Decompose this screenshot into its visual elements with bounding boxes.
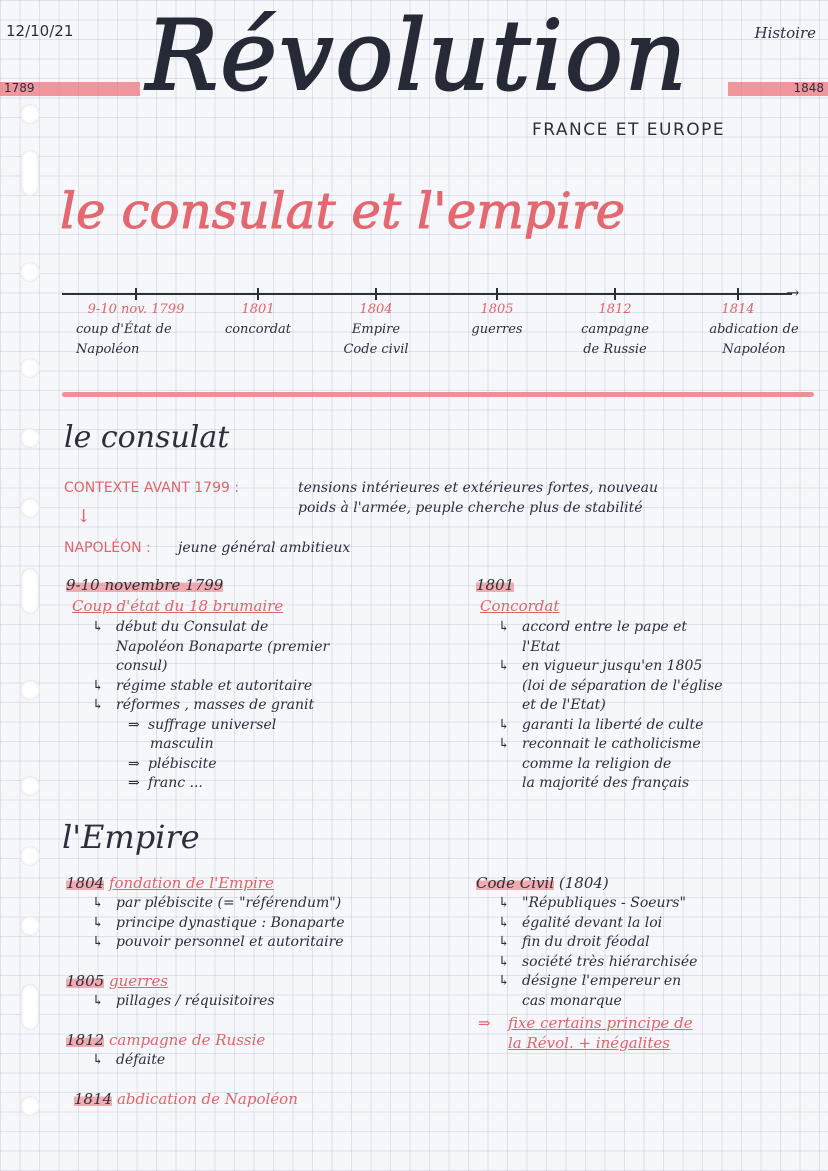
bullet-arrow-icon: ↳ — [498, 658, 510, 674]
timeline-label — [447, 320, 547, 340]
code-civil-title: Code Civil — [476, 874, 555, 892]
conclusion-text: la Révol. + inégalites — [508, 1034, 670, 1052]
bullet-arrow-icon: ↳ — [92, 697, 104, 713]
event-heading: abdication de Napoléon — [116, 1090, 298, 1108]
timeline-label-line: guerres — [471, 322, 523, 337]
binder-hole — [20, 262, 40, 282]
bullet-arrow-icon: ↳ — [498, 619, 510, 635]
implies-arrow-icon: ⇒ — [128, 755, 140, 772]
timeline-label — [76, 320, 206, 360]
list-item: ⇒ suffrage universel — [90, 716, 329, 736]
empire-event-list — [90, 1051, 165, 1071]
timeline-tick — [614, 288, 616, 300]
context-text: tensions intérieures et extérieures fortes, nouveau — [298, 480, 659, 496]
year-start-label: 1789 — [4, 81, 35, 95]
bullet-arrow-icon: ↳ — [498, 953, 510, 970]
context-label: CONTEXTE AVANT 1799 : — [64, 480, 240, 496]
timeline-label-line: de Russie — [583, 342, 647, 357]
timeline-arrow-icon: → — [786, 283, 800, 302]
timeline-label-line: Empire — [351, 322, 401, 337]
event-year: 1805 — [66, 972, 105, 990]
list-item: ↳ fin du droit féodal — [496, 933, 697, 953]
list-item: consul) — [116, 658, 168, 674]
empire-event-list — [90, 992, 275, 1012]
timeline-date: 1812 — [598, 302, 632, 317]
event-heading: guerres — [108, 972, 169, 990]
timeline-label — [690, 320, 818, 360]
code-civil-year: (1804) — [558, 874, 609, 892]
coup-list — [90, 618, 329, 794]
napoleon-text: jeune général ambitieux — [178, 540, 351, 556]
implies-arrow-icon: ⇒ — [478, 1014, 491, 1032]
bullet-arrow-icon: ↳ — [92, 895, 104, 911]
list-item: la majorité des français — [522, 775, 690, 791]
event-year: 1814 — [74, 1090, 113, 1108]
event-year: 1812 — [66, 1031, 105, 1049]
bullet-arrow-icon: ↳ — [498, 934, 510, 950]
binder-hole — [21, 568, 39, 614]
list-item: ↳ pillages / réquisitoires — [90, 992, 275, 1012]
timeline-tick — [375, 288, 377, 300]
page-date: 12/10/21 — [6, 22, 74, 40]
bullet-arrow-icon: ↳ — [92, 677, 104, 694]
chapter-title: le consulat et l'empire — [60, 182, 626, 240]
list-item: comme la religion de — [522, 755, 672, 772]
list-item: ↳ régime stable et autoritaire — [90, 677, 329, 697]
list-item: ↳ pouvoir personnel et autoritaire — [90, 933, 345, 953]
bullet-arrow-icon: ↳ — [498, 716, 510, 733]
timeline-label — [208, 320, 308, 340]
binder-hole — [20, 498, 40, 518]
list-item: l'Etat — [522, 638, 561, 655]
binder-hole — [20, 846, 40, 866]
list-item: ↳ principe dynastique : Bonaparte — [90, 914, 345, 934]
bullet-arrow-icon: ↳ — [92, 993, 104, 1009]
section-divider — [62, 392, 814, 397]
section-title-empire: l'Empire — [62, 818, 200, 856]
event-heading: fondation de l'Empire — [108, 874, 274, 892]
list-item: masculin — [150, 736, 214, 752]
list-item: ↳ égalité devant la loi — [496, 914, 697, 934]
binder-hole — [20, 428, 40, 448]
bullet-arrow-icon: ↳ — [498, 895, 510, 911]
binder-hole — [20, 916, 40, 936]
coup-date: 9-10 novembre 1799 — [66, 576, 224, 594]
timeline-date: 1804 — [359, 302, 393, 317]
list-item: ↳ désigne l'empereur en — [496, 972, 697, 992]
empire-event — [74, 1090, 298, 1108]
timeline-label-line: coup d'État de — [76, 322, 172, 337]
list-item: ↳ société très hiérarchisée — [496, 953, 697, 973]
binder-hole — [20, 1096, 40, 1116]
bullet-arrow-icon: ↳ — [498, 973, 510, 989]
timeline-label — [560, 320, 670, 360]
binder-hole — [21, 150, 39, 196]
bullet-arrow-icon: ↳ — [92, 619, 104, 635]
list-item: ↳ en vigueur jusqu'en 1805 — [496, 657, 723, 677]
list-item: Napoléon Bonaparte (premier — [116, 638, 330, 655]
binder-hole — [20, 358, 40, 378]
empire-event — [66, 1031, 265, 1049]
timeline-label-line: abdication de — [709, 322, 799, 337]
list-item: ↳ défaite — [90, 1051, 165, 1071]
timeline-tick — [737, 288, 739, 300]
timeline-date: 9-10 nov. 1799 — [87, 302, 185, 317]
coup-heading: Coup d'état du 18 brumaire — [72, 597, 284, 615]
timeline-date: 1801 — [241, 302, 275, 317]
binder-hole — [20, 104, 40, 124]
concordat-list — [496, 618, 723, 794]
binder-hole — [20, 680, 40, 700]
event-year: 1804 — [66, 874, 105, 892]
concordat-heading: Concordat — [480, 597, 560, 615]
empire-event — [66, 972, 168, 990]
binder-hole — [21, 984, 39, 1030]
timeline-tick — [496, 288, 498, 300]
code-civil-list — [496, 894, 697, 1011]
timeline-label-line: Napoléon — [722, 342, 786, 357]
timeline-label — [320, 320, 432, 360]
list-item: ↳ accord entre le pape et — [496, 618, 723, 638]
timeline-label-line: campagne — [581, 322, 649, 337]
bullet-arrow-icon: ↳ — [92, 934, 104, 950]
timeline-date: 1805 — [480, 302, 514, 317]
bullet-arrow-icon: ↳ — [498, 914, 510, 931]
timeline-label-line: concordat — [224, 322, 292, 337]
empire-event — [66, 874, 274, 892]
napoleon-label: NAPOLÉON : — [64, 540, 151, 556]
page-title: Révolution — [146, 0, 689, 112]
list-item: ↳ garanti la liberté de culte — [496, 716, 723, 736]
context-text: poids à l'armée, peuple cherche plus de stabilité — [298, 500, 643, 516]
list-item: (loi de séparation de l'église — [522, 677, 723, 694]
section-title-consulat: le consulat — [64, 420, 230, 455]
empire-event-list — [90, 894, 345, 953]
timeline-label-line: Code civil — [343, 342, 409, 357]
down-arrow-icon: ↓ — [76, 506, 92, 527]
conclusion-text: fixe certains principe de — [508, 1014, 693, 1032]
event-heading: campagne de Russie — [108, 1031, 266, 1049]
bullet-arrow-icon: ↳ — [498, 736, 510, 752]
bullet-arrow-icon: ↳ — [92, 1052, 104, 1068]
timeline-tick — [135, 288, 137, 300]
code-civil-heading — [476, 874, 609, 892]
page-subtitle: FRANCE ET EUROPE — [532, 120, 726, 140]
list-item: ↳ par plébiscite (= "référendum") — [90, 894, 345, 914]
timeline-tick — [257, 288, 259, 300]
list-item: ⇒ franc ... — [90, 774, 329, 794]
timeline-date: 1814 — [721, 302, 755, 317]
year-end-label: 1848 — [793, 81, 824, 95]
binder-hole — [20, 776, 40, 796]
concordat-date: 1801 — [476, 576, 515, 594]
list-item: ↳ réformes , masses de granit — [90, 696, 329, 716]
implies-arrow-icon: ⇒ — [128, 716, 140, 733]
list-item: ⇒ plébiscite — [90, 755, 329, 775]
subject-label: Histoire — [754, 24, 816, 42]
implies-arrow-icon: ⇒ — [128, 775, 140, 791]
bullet-arrow-icon: ↳ — [92, 914, 104, 931]
list-item: ↳ début du Consulat de — [90, 618, 329, 638]
timeline-label-line: Napoléon — [76, 342, 140, 357]
list-item: et de l'Etat) — [522, 697, 606, 713]
list-item: ↳ "Républiques - Soeurs" — [496, 894, 697, 914]
timeline-axis — [62, 293, 792, 295]
list-item: ↳ reconnait le catholicisme — [496, 735, 723, 755]
list-item: cas monarque — [522, 992, 622, 1009]
